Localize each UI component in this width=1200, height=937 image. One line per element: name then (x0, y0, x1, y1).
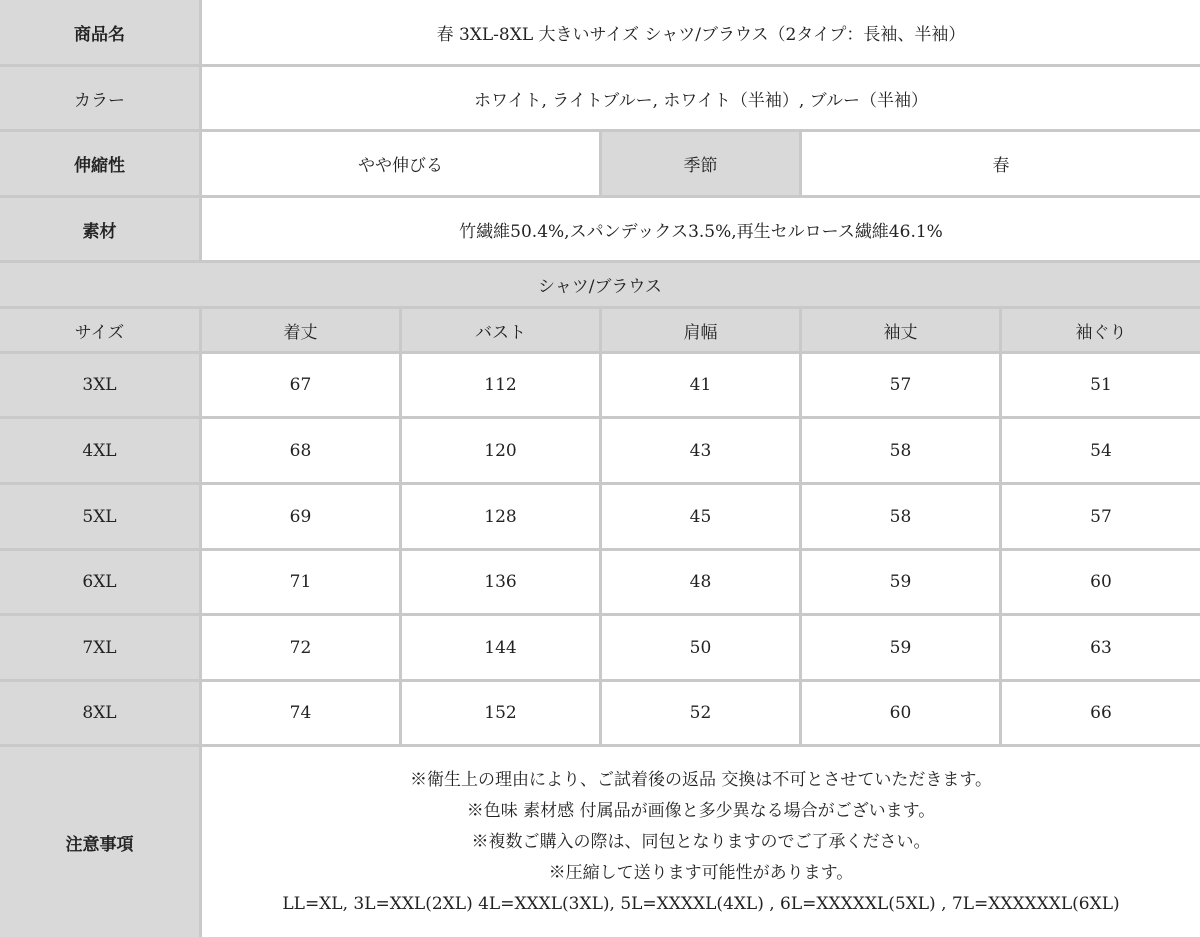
shoulder-cell: 48 (602, 551, 799, 613)
length-cell: 71 (202, 551, 399, 613)
sleeve-length-cell: 59 (802, 551, 999, 613)
size-table-title: シャツ/ブラウス (0, 263, 1200, 306)
armhole-cell: 66 (1002, 682, 1200, 744)
season-label: 季節 (602, 132, 799, 195)
length-column-header: 着丈 (202, 309, 399, 351)
bust-cell: 144 (402, 616, 599, 679)
size-cell: 6XL (0, 551, 199, 613)
shoulder-cell: 45 (602, 485, 799, 548)
shoulder-cell: 52 (602, 682, 799, 744)
sleeve-length-column-header: 袖丈 (802, 309, 999, 351)
sleeve-length-cell: 59 (802, 616, 999, 679)
product-name-label: 商品名 (0, 0, 199, 64)
color-label: カラー (0, 67, 199, 129)
armhole-cell: 57 (1002, 485, 1200, 548)
size-cell: 8XL (0, 682, 199, 744)
size-cell: 7XL (0, 616, 199, 679)
note-line: ※衛生上の理由により、ご試着後の返品 交換は不可とさせていただきます。 (409, 769, 993, 790)
bust-column-header: バスト (402, 309, 599, 351)
product-name-value: 春 3XL-8XL 大きいサイズ シャツ/ブラウス（2タイプ：長袖、半袖） (202, 0, 1200, 64)
size-conversion-line: LL=XL, 3L=XXL(2XL) 4L=XXXL(3XL), 5L=XXXXL(4XL) , 6L=XXXXXL(5XL) , 7L=XXXXXXL(6XL) (282, 893, 1120, 914)
bust-cell: 136 (402, 551, 599, 613)
bust-cell: 152 (402, 682, 599, 744)
sleeve-length-cell: 60 (802, 682, 999, 744)
size-cell: 5XL (0, 485, 199, 548)
shoulder-cell: 50 (602, 616, 799, 679)
length-cell: 72 (202, 616, 399, 679)
shoulder-column-header: 肩幅 (602, 309, 799, 351)
bust-cell: 120 (402, 419, 599, 482)
length-cell: 69 (202, 485, 399, 548)
notes-content (202, 747, 1200, 937)
size-column-header: サイズ (0, 309, 199, 351)
note-line: ※色味 素材感 付属品が画像と多少異なる場合がございます。 (466, 800, 936, 821)
bust-cell: 128 (402, 485, 599, 548)
stretch-label: 伸縮性 (0, 132, 199, 195)
sleeve-length-cell: 58 (802, 419, 999, 482)
length-cell: 67 (202, 354, 399, 416)
notes-label: 注意事項 (0, 747, 199, 937)
armhole-cell: 54 (1002, 419, 1200, 482)
shoulder-cell: 43 (602, 419, 799, 482)
armhole-cell: 51 (1002, 354, 1200, 416)
armhole-cell: 63 (1002, 616, 1200, 679)
note-line: ※圧縮して送ります可能性があります。 (548, 862, 854, 883)
armhole-column-header: 袖ぐり (1002, 309, 1200, 351)
season-value: 春 (802, 132, 1200, 195)
note-line: ※複数ご購入の際は、同包となりますのでご了承ください。 (471, 831, 931, 852)
armhole-cell: 60 (1002, 551, 1200, 613)
shoulder-cell: 41 (602, 354, 799, 416)
length-cell: 68 (202, 419, 399, 482)
material-value: 竹繊維50.4%,スパンデックス3.5%,再生セルロース繊維46.1% (202, 198, 1200, 260)
sleeve-length-cell: 57 (802, 354, 999, 416)
color-value: ホワイト, ライトブルー, ホワイト（半袖）, ブルー（半袖） (202, 67, 1200, 129)
size-cell: 3XL (0, 354, 199, 416)
length-cell: 74 (202, 682, 399, 744)
bust-cell: 112 (402, 354, 599, 416)
size-cell: 4XL (0, 419, 199, 482)
stretch-value: やや伸びる (202, 132, 599, 195)
material-label: 素材 (0, 198, 199, 260)
sleeve-length-cell: 58 (802, 485, 999, 548)
